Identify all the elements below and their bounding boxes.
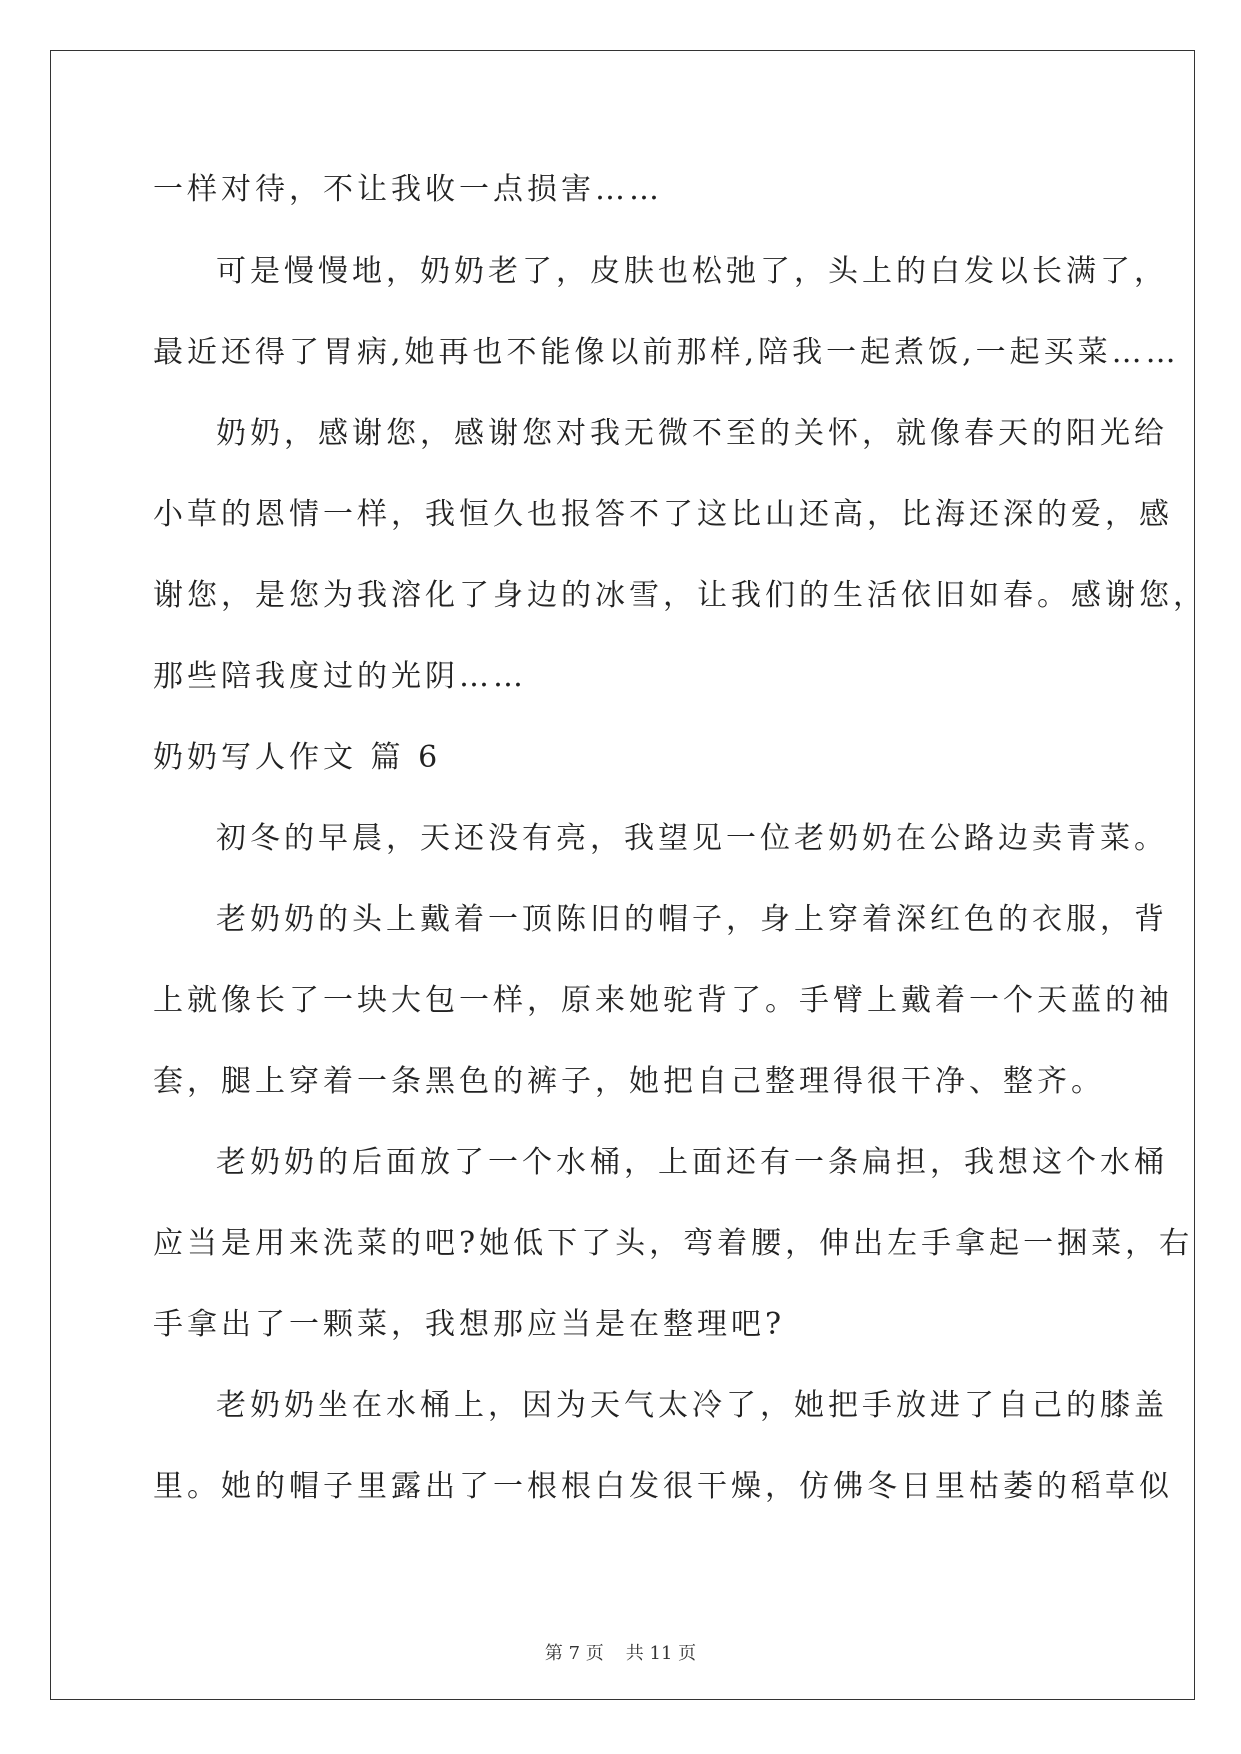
text-line: 小草的恩情一样，我恒久也报答不了这比山还高，比海还深的爱，感 bbox=[153, 497, 1173, 532]
page-number: 第 7 页 bbox=[544, 1643, 604, 1664]
section-heading: 奶奶写人作文 篇 6 bbox=[153, 740, 442, 775]
text-line: 老奶奶的头上戴着一顶陈旧的帽子，身上穿着深红色的衣服，背 bbox=[216, 902, 1168, 937]
text-line: 那些陪我度过的光阴…… bbox=[153, 659, 527, 694]
page-border bbox=[50, 50, 1207, 1700]
text-line: 应当是用来洗菜的吧?她低下了头，弯着腰，伸出左手拿起一捆菜，右 bbox=[153, 1226, 1194, 1261]
text-line: 一样对待，不让我收一点损害…… bbox=[153, 172, 663, 207]
text-line: 上就像长了一块大包一样，原来她驼背了。手臂上戴着一个天蓝的袖 bbox=[153, 983, 1173, 1018]
text-line: 里。她的帽子里露出了一根根白发很干燥，仿佛冬日里枯萎的稻草似 bbox=[153, 1469, 1173, 1504]
page-total: 共 11 页 bbox=[625, 1643, 697, 1664]
text-line: 套，腿上穿着一条黑色的裤子，她把自己整理得很干净、整齐。 bbox=[153, 1064, 1105, 1099]
text-line: 老奶奶的后面放了一个水桶，上面还有一条扁担，我想这个水桶 bbox=[216, 1145, 1168, 1180]
text-line: 最近还得了胃病,她再也不能像以前那样,陪我一起煮饭,一起买菜…… bbox=[153, 335, 1180, 370]
text-line: 老奶奶坐在水桶上，因为天气太冷了，她把手放进了自己的膝盖 bbox=[216, 1388, 1168, 1423]
page-footer bbox=[0, 1642, 1241, 1666]
text-line: 奶奶，感谢您，感谢您对我无微不至的关怀，就像春天的阳光给 bbox=[216, 416, 1168, 451]
text-line: 手拿出了一颗菜，我想那应当是在整理吧? bbox=[153, 1307, 786, 1342]
text-line: 初冬的早晨，天还没有亮，我望见一位老奶奶在公路边卖青菜。 bbox=[216, 821, 1168, 856]
text-line: 谢您，是您为我溶化了身边的冰雪，让我们的生活依旧如春。感谢您， bbox=[153, 578, 1207, 613]
text-line: 可是慢慢地，奶奶老了，皮肤也松弛了，头上的白发以长满了， bbox=[216, 254, 1168, 289]
